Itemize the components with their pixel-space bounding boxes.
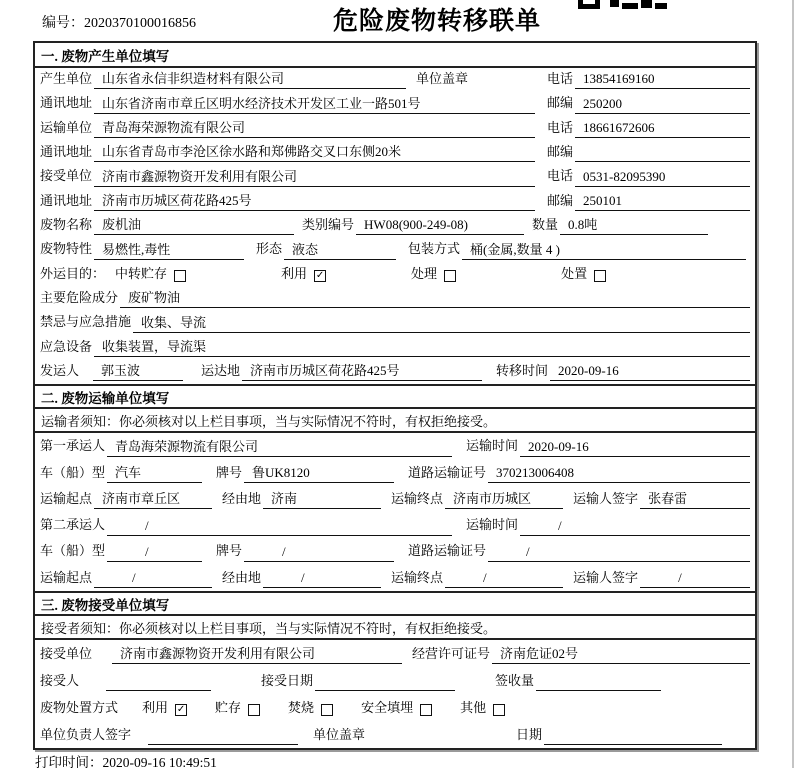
field-value: 250101 <box>575 193 750 211</box>
checkbox-unchecked-icon <box>594 270 606 282</box>
field-value: / <box>520 518 750 536</box>
print-time-value: 2020-09-16 10:49:51 <box>102 755 217 768</box>
field-value: 废矿物油 <box>120 287 750 308</box>
field-value: 济南市历城区 <box>445 488 563 509</box>
field-value: 济南市鑫源物资开发利用有限公司 <box>94 166 535 187</box>
field-value: 山东省永信非织造材料有限公司 <box>94 68 406 89</box>
field-value: 鲁UK8120 <box>244 462 394 483</box>
checkbox-label: 利用 <box>281 265 308 281</box>
section-2-title: 二. 废物运输单位填写 <box>35 384 755 409</box>
field-value: 山东省济南市章丘区明水经济技术开发区工业一路501号 <box>94 93 535 114</box>
form-row <box>35 238 755 262</box>
checkbox-unchecked-icon <box>248 704 260 716</box>
field-label: 电话 <box>546 168 573 184</box>
field-value: 废机油 <box>94 214 294 235</box>
field-label: 道路运输证号 <box>408 464 487 480</box>
qr-block <box>641 0 652 8</box>
field-label: 签收量 <box>495 672 535 688</box>
field-value: 370213006408 <box>488 465 750 483</box>
field-label: 运输人签字 <box>573 569 639 585</box>
field-label: 车（船）型 <box>40 543 106 559</box>
form-row <box>35 640 755 667</box>
field-label: 外运目的： <box>40 265 106 281</box>
field-label: 运输时间 <box>466 517 519 533</box>
field-label: 通讯地址 <box>40 143 93 159</box>
field-value: HW08(900-249-08) <box>356 217 524 235</box>
field-label: 运输终点 <box>391 569 444 585</box>
serial-value: 2020370100016856 <box>84 16 196 31</box>
form-row <box>35 68 755 92</box>
field-value: 收集、导流 <box>133 312 750 333</box>
field-value: 山东省青岛市李沧区徐水路和郑佛路交叉口东侧20米 <box>94 141 535 162</box>
field-label: 废物特性 <box>40 241 93 257</box>
field-value: 13854169160 <box>575 71 750 89</box>
field-value: 18661672606 <box>575 120 750 138</box>
qr-block <box>610 0 619 7</box>
field-value: 250200 <box>575 96 750 114</box>
field-label: 经由地 <box>222 490 262 506</box>
field-label: 电话 <box>546 119 573 135</box>
form-row <box>35 141 755 165</box>
field-label: 运输终点 <box>391 490 444 506</box>
field-value: 2020-09-16 <box>550 363 750 381</box>
field-value: 济南市历城区荷花路425号 <box>242 360 482 381</box>
field-label: 接受人 <box>40 672 80 688</box>
print-time <box>35 751 217 768</box>
field-value: 济南市鑫源物资开发利用有限公司 <box>112 643 402 664</box>
field-value: 桶(金属,数量 4 ) <box>462 239 746 260</box>
field-value: 0.8吨 <box>560 214 708 235</box>
field-label: 车（船）型 <box>40 464 106 480</box>
field-label: 邮编 <box>546 143 573 159</box>
checkbox-label: 贮存 <box>215 699 242 715</box>
checkbox-item <box>288 697 333 719</box>
field-label: 日期 <box>515 726 542 742</box>
form-row <box>35 311 755 335</box>
field-label: 单位盖章 <box>416 70 469 86</box>
field-label: 电话 <box>546 70 573 86</box>
transfer-form-table <box>33 41 757 750</box>
field-value: 青岛海荣源物流有限公司 <box>107 436 452 457</box>
page-edge-divider <box>792 0 794 768</box>
field-value: / <box>107 544 202 562</box>
field-label: 单位负责人签字 <box>40 726 132 742</box>
field-value: 济南 <box>263 488 381 509</box>
checkbox-unchecked-icon <box>420 704 432 716</box>
form-row <box>35 539 755 565</box>
receiver-notice: 接受者须知：你必须核对以上栏目事项，当与实际情况不符时，有权拒绝接受。 <box>35 616 755 640</box>
field-label: 运输起点 <box>40 569 93 585</box>
field-value: 济南市历城区荷花路425号 <box>94 190 535 211</box>
checkbox-item <box>215 697 260 719</box>
field-value: / <box>244 544 394 562</box>
checkbox-unchecked-icon <box>444 270 456 282</box>
form-row <box>35 165 755 189</box>
field-label: 经营许可证号 <box>412 645 491 661</box>
field-value: 济南市章丘区 <box>94 488 212 509</box>
field-value: 液态 <box>284 239 396 260</box>
field-label: 道路运输证号 <box>408 543 487 559</box>
field-value: 张春雷 <box>640 488 750 509</box>
form-row <box>35 694 755 721</box>
field-value <box>106 689 211 691</box>
checkbox-unchecked-icon <box>493 704 505 716</box>
form-row <box>35 512 755 538</box>
section-2-rows <box>35 433 755 591</box>
section-3-receiver <box>35 591 755 748</box>
form-row <box>35 433 755 459</box>
field-label: 牌号 <box>216 464 243 480</box>
section-1-rows <box>35 68 755 384</box>
form-row <box>35 360 755 384</box>
transporter-notice: 运输者须知：你必须核对以上栏目事项，当与实际情况不符时，有权拒绝接受。 <box>35 409 755 433</box>
field-label: 废物名称 <box>40 216 93 232</box>
field-label: 牌号 <box>216 543 243 559</box>
checkbox-label: 处置 <box>561 265 588 281</box>
qr-block <box>622 3 638 9</box>
serial-label: 编号： <box>42 16 84 31</box>
field-label: 发运人 <box>40 362 80 378</box>
field-label: 接受日期 <box>261 672 314 688</box>
form-row <box>35 460 755 486</box>
field-label: 数量 <box>532 216 559 232</box>
checkbox-label: 安全填埋 <box>361 699 414 715</box>
form-row <box>35 721 755 748</box>
checkbox-unchecked-icon <box>174 270 186 282</box>
field-value: / <box>488 544 750 562</box>
field-label: 禁忌与应急措施 <box>40 314 132 330</box>
form-row <box>35 565 755 591</box>
field-label: 应急设备 <box>40 338 93 354</box>
checkbox-item <box>115 263 186 285</box>
field-value: / <box>445 570 563 588</box>
form-row <box>35 336 755 360</box>
checkbox-unchecked-icon <box>321 704 333 716</box>
section-3-rows <box>35 640 755 748</box>
form-row <box>35 263 755 287</box>
field-label: 产生单位 <box>40 70 93 86</box>
field-value <box>544 743 722 745</box>
checkbox-checked-icon: ✓ <box>315 270 325 282</box>
field-label: 第二承运人 <box>40 517 106 533</box>
form-row <box>35 117 755 141</box>
checkbox-label: 利用 <box>142 699 169 715</box>
field-label: 运输单位 <box>40 119 93 135</box>
checkbox-label: 中转贮存 <box>115 265 168 281</box>
section-1-producer <box>35 43 755 384</box>
field-value <box>148 743 298 745</box>
field-value: / <box>107 518 452 536</box>
field-label: 运输起点 <box>40 490 93 506</box>
field-label: 形态 <box>256 241 283 257</box>
checkbox-item <box>142 697 187 719</box>
checkbox-item <box>561 263 606 285</box>
field-value <box>575 160 750 162</box>
document-header <box>0 0 796 41</box>
field-value: 易燃性,毒性 <box>94 239 244 260</box>
checkbox-label: 焚烧 <box>288 699 315 715</box>
checkbox-item <box>281 263 326 285</box>
field-label: 类别编号 <box>302 216 355 232</box>
field-label: 第一承运人 <box>40 438 106 454</box>
field-label: 主要危险成分 <box>40 289 119 305</box>
field-label: 通讯地址 <box>40 95 93 111</box>
field-label: 转移时间 <box>496 362 549 378</box>
page-title: 危险废物转移联单 <box>333 8 542 35</box>
qr-code-fragment-icon <box>578 0 670 10</box>
checkbox-item <box>460 697 505 719</box>
qr-block <box>655 3 667 9</box>
field-value: / <box>94 570 212 588</box>
form-row <box>35 92 755 116</box>
field-value: 2020-09-16 <box>520 439 750 457</box>
field-label: 接受单位 <box>40 168 93 184</box>
section-3-title: 三. 废物接受单位填写 <box>35 591 755 616</box>
field-label: 废物处置方式 <box>40 699 119 715</box>
form-row <box>35 287 755 311</box>
serial-number <box>42 12 196 32</box>
qr-block <box>583 0 595 4</box>
field-value: 济南危证02号 <box>492 643 750 664</box>
field-value <box>315 689 455 691</box>
section-1-title: 一. 废物产生单位填写 <box>35 43 755 68</box>
field-value: 郭玉波 <box>93 360 183 381</box>
checkbox-item <box>361 697 432 719</box>
field-label: 单位盖章 <box>313 726 366 742</box>
field-label: 邮编 <box>546 192 573 208</box>
checkbox-checked-icon: ✓ <box>176 704 186 716</box>
field-value: 0531-82095390 <box>575 169 750 187</box>
field-label: 包装方式 <box>408 241 461 257</box>
print-time-label: 打印时间： <box>35 755 103 768</box>
field-label: 通讯地址 <box>40 192 93 208</box>
form-row <box>35 190 755 214</box>
field-value: / <box>263 570 381 588</box>
qr-block <box>578 0 600 9</box>
checkbox-label: 其他 <box>460 699 487 715</box>
field-label: 运达地 <box>201 362 241 378</box>
field-value: 青岛海荣源物流有限公司 <box>94 117 535 138</box>
form-row <box>35 667 755 694</box>
field-label: 接受单位 <box>40 645 93 661</box>
field-value <box>536 689 661 691</box>
checkbox-item <box>411 263 456 285</box>
section-2-transporter <box>35 384 755 591</box>
field-value: / <box>640 570 750 588</box>
field-label: 经由地 <box>222 569 262 585</box>
field-value: 收集装置，导流渠 <box>94 336 750 357</box>
checkbox-label: 处理 <box>411 265 438 281</box>
field-label: 运输人签字 <box>573 490 639 506</box>
form-row <box>35 486 755 512</box>
field-label: 邮编 <box>546 95 573 111</box>
field-value: 汽车 <box>107 462 202 483</box>
field-label: 运输时间 <box>466 438 519 454</box>
form-row <box>35 214 755 238</box>
